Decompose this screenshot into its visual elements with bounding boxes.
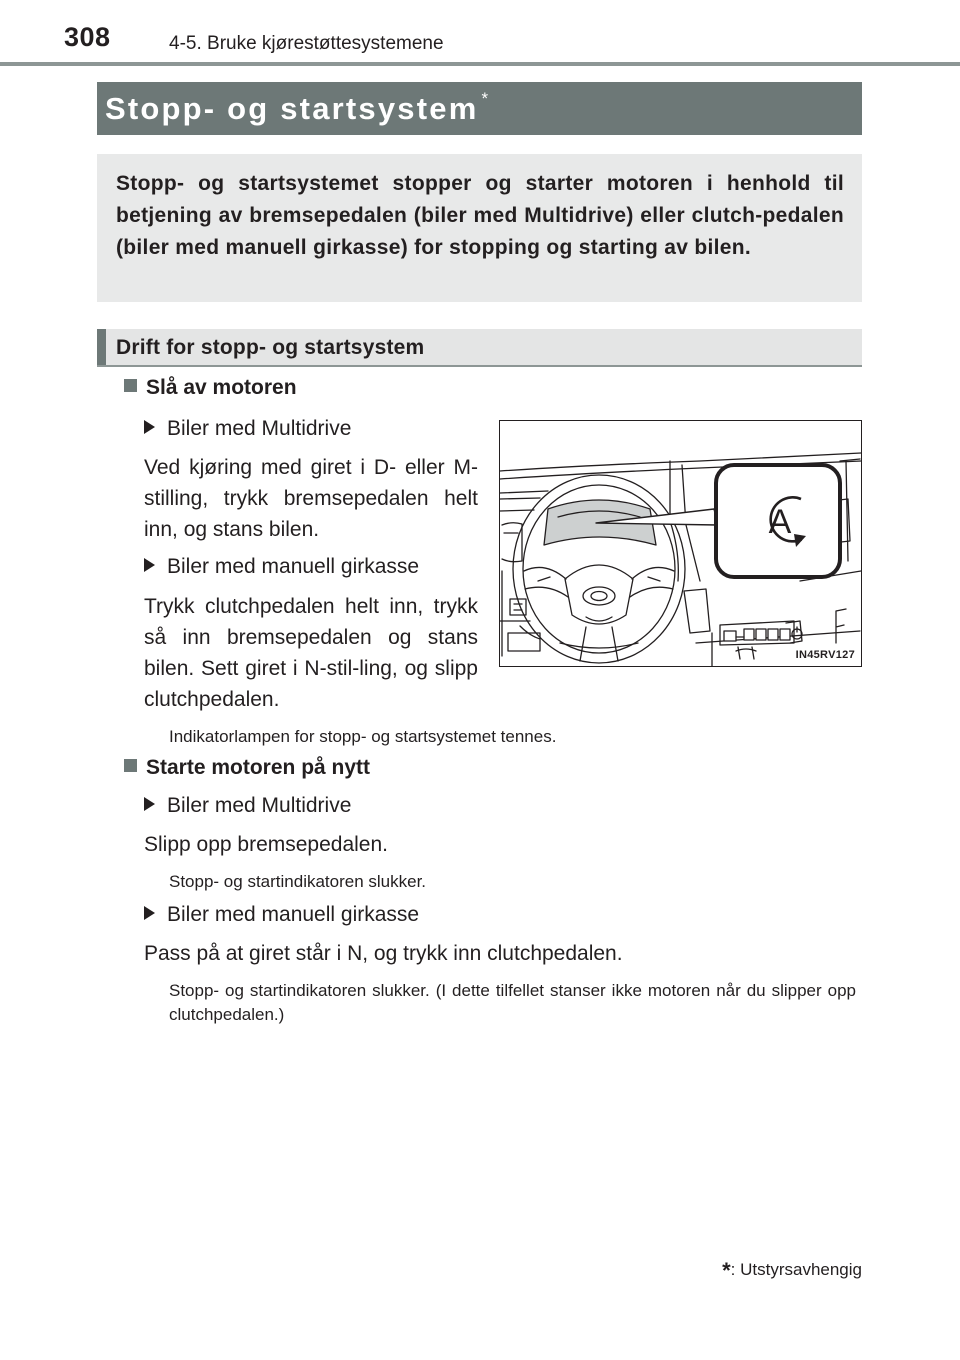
section-header-bar <box>97 329 106 365</box>
restart-manual-note: Stopp- og startindikatoren slukker. (I dette tilfellet stanser ikke motoren når du slipper opp clutchpedalen.) <box>169 981 856 1024</box>
stop-manual-item <box>144 555 419 579</box>
square-bullet-icon <box>124 759 137 772</box>
footnote <box>722 1258 862 1284</box>
subsection-stop-heading: Slå av motoren <box>146 376 297 399</box>
restart-multidrive-label: Biler med Multidrive <box>167 794 352 817</box>
triangle-bullet-icon <box>144 558 155 572</box>
restart-manual-text: Pass på at giret står i N, og trykk inn clutchpedalen. <box>144 942 623 965</box>
subsection-stop-engine <box>124 376 297 400</box>
triangle-bullet-icon <box>144 420 155 434</box>
section-title: Drift for stopp- og startsystem <box>116 336 425 359</box>
footnote-text: : Utstyrsavhengig <box>730 1260 862 1279</box>
page-title-text: Stopp- og startsystem <box>105 91 479 126</box>
stop-manual-label: Biler med manuell girkasse <box>167 555 420 578</box>
stop-manual-text: Trykk clutchpedalen helt inn, trykk så inn bremsepedalen og stans bilen. Sett giret i N-stil-ling, og slipp clutchpedalen. <box>144 595 478 711</box>
page-number: 308 <box>64 22 111 52</box>
restart-multidrive-note: Stopp- og startindikatoren slukker. <box>169 872 427 891</box>
stop-indicator-note: Indikatorlampen for stopp- og startsystemet tennes. <box>169 727 557 746</box>
intro-box <box>97 154 862 302</box>
restart-multidrive-text: Slipp opp bremsepedalen. <box>144 833 389 856</box>
stop-multidrive-label: Biler med Multidrive <box>167 417 352 440</box>
section-header <box>97 329 862 367</box>
restart-manual-label: Biler med manuell girkasse <box>167 903 420 926</box>
subsection-restart-engine <box>124 756 370 780</box>
header-divider <box>0 62 960 66</box>
dashboard-illustration <box>500 421 861 666</box>
dashboard-figure <box>499 420 862 667</box>
restart-manual-item <box>144 903 419 927</box>
page-title-bar <box>97 82 862 135</box>
chapter-title: 4-5. Bruke kjørestøttesystemene <box>169 33 444 54</box>
callout-letter-a: A <box>768 503 792 541</box>
restart-multidrive-item <box>144 794 351 818</box>
page-title <box>105 89 488 127</box>
triangle-bullet-icon <box>144 906 155 920</box>
triangle-bullet-icon <box>144 797 155 811</box>
square-bullet-icon <box>124 379 137 392</box>
stop-multidrive-text: Ved kjøring med giret i D- eller M-stilling, trykk bremsepedalen helt inn, og stans bilen. <box>144 456 478 541</box>
intro-text: Stopp- og startsystemet stopper og starter motoren i henhold til betjening av bremsepedalen (biler med Multidrive) eller clutch-pedalen (biler med manuell girkasse) for stopping og starting av bilen. <box>116 172 844 259</box>
stop-multidrive-item <box>144 417 351 441</box>
equipment-asterisk: * <box>481 89 489 108</box>
figure-code: IN45RV127 <box>795 649 855 661</box>
footnote-asterisk: * <box>722 1258 731 1283</box>
subsection-restart-heading: Starte motoren på nytt <box>146 756 371 779</box>
